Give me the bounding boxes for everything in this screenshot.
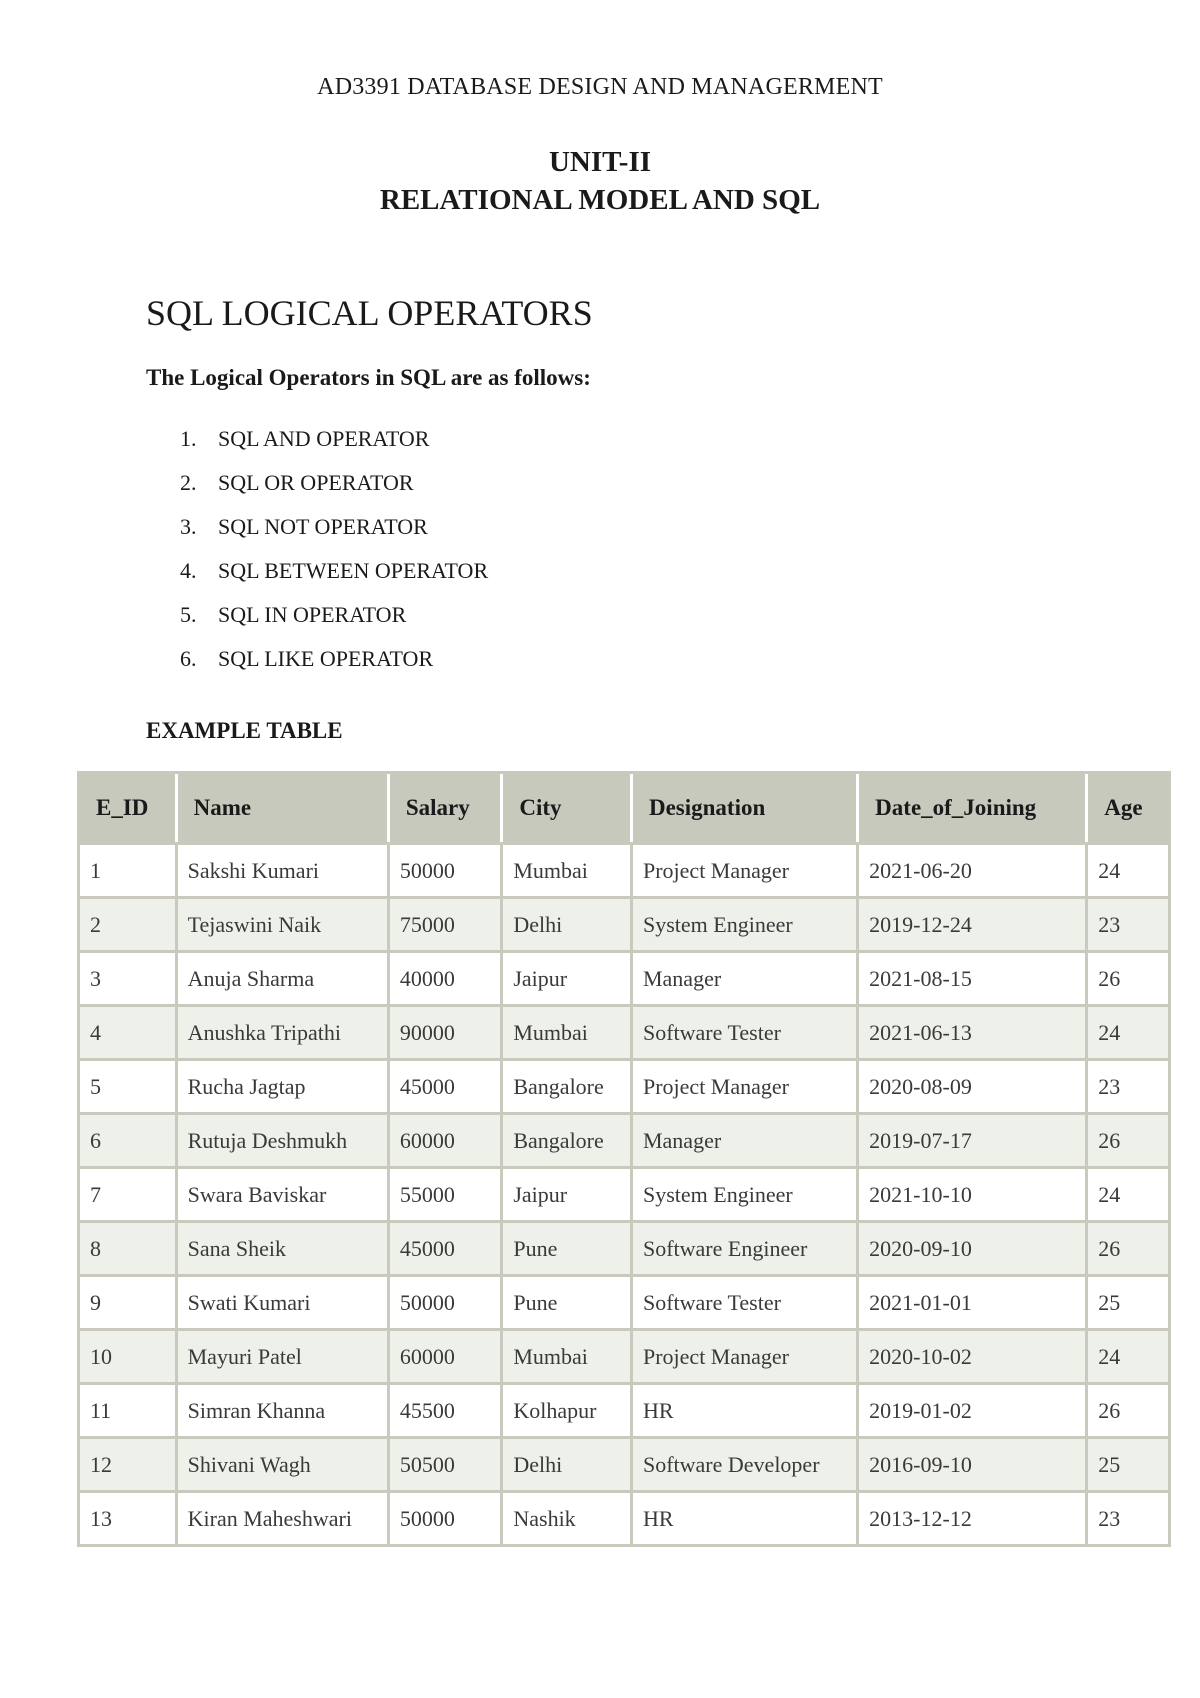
table-cell: Kiran Maheshwari (178, 1490, 390, 1544)
table-cell: HR (633, 1382, 859, 1436)
table-cell: 24 (1088, 842, 1168, 896)
list-item (180, 426, 488, 470)
table-row (80, 1274, 1168, 1328)
operator-list (180, 426, 488, 690)
table-cell: 26 (1088, 950, 1168, 1004)
table-cell: 50000 (390, 1274, 504, 1328)
table-cell: 2019-01-02 (859, 1382, 1088, 1436)
table-cell: 8 (80, 1220, 178, 1274)
table-row (80, 1058, 1168, 1112)
list-item (180, 470, 488, 514)
table-cell: 45000 (390, 1058, 504, 1112)
table-cell: Swati Kumari (178, 1274, 390, 1328)
table-cell: Pune (503, 1274, 633, 1328)
list-item (180, 602, 488, 646)
table-cell: 3 (80, 950, 178, 1004)
table-cell: 24 (1088, 1328, 1168, 1382)
course-title: AD3391 DATABASE DESIGN AND MANAGERMENT (317, 74, 883, 100)
table-cell: 2013-12-12 (859, 1490, 1088, 1544)
list-item-label: SQL BETWEEN OPERATOR (218, 558, 489, 583)
unit-title: UNIT-II (548, 146, 652, 178)
table-cell: 4 (80, 1004, 178, 1058)
table-cell: 6 (80, 1112, 178, 1166)
table-cell: Project Manager (633, 842, 859, 896)
table-cell: 2021-08-15 (859, 950, 1088, 1004)
table-cell: 11 (80, 1382, 178, 1436)
column-header: Designation (633, 774, 859, 842)
table-cell: 2021-10-10 (859, 1166, 1088, 1220)
table-cell: 10 (80, 1328, 178, 1382)
table-row (80, 1166, 1168, 1220)
table-cell: 2021-06-13 (859, 1004, 1088, 1058)
intro-text: The Logical Operators in SQL are as follows: (146, 365, 591, 390)
table-cell: 45000 (390, 1220, 504, 1274)
table-cell: 25 (1088, 1274, 1168, 1328)
table-cell: 75000 (390, 896, 504, 950)
list-item-number: 2. (180, 470, 197, 495)
table-row (80, 1004, 1168, 1058)
table-cell: Mumbai (503, 1004, 633, 1058)
section-heading: SQL LOGICAL OPERATORS (146, 293, 593, 333)
column-header: City (503, 774, 633, 842)
list-item-label: SQL OR OPERATOR (218, 470, 414, 495)
table-cell: 1 (80, 842, 178, 896)
table-cell: Bangalore (503, 1058, 633, 1112)
table-cell: 50000 (390, 842, 504, 896)
table-cell: Bangalore (503, 1112, 633, 1166)
table-cell: Sana Sheik (178, 1220, 390, 1274)
table-cell: Kolhapur (503, 1382, 633, 1436)
list-item-label: SQL LIKE OPERATOR (218, 646, 434, 671)
table-body (80, 842, 1168, 1544)
table-row (80, 1328, 1168, 1382)
list-item-number: 3. (180, 514, 197, 539)
table-cell: 2020-08-09 (859, 1058, 1088, 1112)
table-cell: 2019-07-17 (859, 1112, 1088, 1166)
table-row (80, 842, 1168, 896)
table-row (80, 896, 1168, 950)
table-cell: 50000 (390, 1490, 504, 1544)
table-cell: 60000 (390, 1328, 504, 1382)
table-cell: 26 (1088, 1220, 1168, 1274)
table-cell: 26 (1088, 1382, 1168, 1436)
table-cell: 5 (80, 1058, 178, 1112)
table-cell: Delhi (503, 896, 633, 950)
table-cell: 45500 (390, 1382, 504, 1436)
table-cell: Delhi (503, 1436, 633, 1490)
list-item-number: 5. (180, 602, 197, 627)
table-cell: Simran Khanna (178, 1382, 390, 1436)
table-cell: 2020-09-10 (859, 1220, 1088, 1274)
list-item-label: SQL AND OPERATOR (218, 426, 430, 451)
table-cell: 12 (80, 1436, 178, 1490)
table-row (80, 1436, 1168, 1490)
table-cell: 60000 (390, 1112, 504, 1166)
table-cell: Mumbai (503, 1328, 633, 1382)
table-cell: 2 (80, 896, 178, 950)
table-cell: Software Tester (633, 1004, 859, 1058)
table-cell: HR (633, 1490, 859, 1544)
table-row (80, 950, 1168, 1004)
list-item-label: SQL IN OPERATOR (218, 602, 407, 627)
example-table (77, 771, 1171, 1547)
table-cell: Swara Baviskar (178, 1166, 390, 1220)
list-item (180, 646, 488, 690)
table-row (80, 1220, 1168, 1274)
table-cell: Mayuri Patel (178, 1328, 390, 1382)
table-cell: 24 (1088, 1166, 1168, 1220)
table-cell: Software Engineer (633, 1220, 859, 1274)
table-cell: Jaipur (503, 950, 633, 1004)
table-cell: Manager (633, 950, 859, 1004)
list-item-number: 6. (180, 646, 197, 671)
table-cell: 7 (80, 1166, 178, 1220)
list-item (180, 514, 488, 558)
table-cell: 2016-09-10 (859, 1436, 1088, 1490)
table-row (80, 1490, 1168, 1544)
unit-subtitle: RELATIONAL MODEL AND SQL (379, 184, 821, 216)
column-header: Date_of_Joining (859, 774, 1088, 842)
table-cell: 2021-06-20 (859, 842, 1088, 896)
list-item-label: SQL NOT OPERATOR (218, 514, 428, 539)
table-cell: Rucha Jagtap (178, 1058, 390, 1112)
table-cell: Rutuja Deshmukh (178, 1112, 390, 1166)
table-cell: 23 (1088, 1490, 1168, 1544)
table-cell: Tejaswini Naik (178, 896, 390, 950)
table-cell: 2020-10-02 (859, 1328, 1088, 1382)
table-cell: Sakshi Kumari (178, 842, 390, 896)
column-header: Salary (390, 774, 504, 842)
column-header: Age (1088, 774, 1168, 842)
table-cell: Mumbai (503, 842, 633, 896)
table-cell: System Engineer (633, 896, 859, 950)
table-header-row (80, 774, 1168, 842)
table-cell: Nashik (503, 1490, 633, 1544)
column-header: Name (178, 774, 390, 842)
table-cell: Anushka Tripathi (178, 1004, 390, 1058)
table-cell: 90000 (390, 1004, 504, 1058)
table-cell: 40000 (390, 950, 504, 1004)
table-cell: System Engineer (633, 1166, 859, 1220)
table-cell: Software Tester (633, 1274, 859, 1328)
example-table-label: EXAMPLE TABLE (146, 718, 343, 743)
table-cell: 24 (1088, 1004, 1168, 1058)
table-cell: Jaipur (503, 1166, 633, 1220)
table-cell: 2019-12-24 (859, 896, 1088, 950)
table-cell: Manager (633, 1112, 859, 1166)
table-cell: Software Developer (633, 1436, 859, 1490)
list-item (180, 558, 488, 602)
table-cell: 55000 (390, 1166, 504, 1220)
table-cell: 9 (80, 1274, 178, 1328)
table-cell: 50500 (390, 1436, 504, 1490)
list-item-number: 4. (180, 558, 197, 583)
table-cell: 23 (1088, 1058, 1168, 1112)
table-cell: 2021-01-01 (859, 1274, 1088, 1328)
table-cell: Shivani Wagh (178, 1436, 390, 1490)
table-cell: Anuja Sharma (178, 950, 390, 1004)
table-row (80, 1112, 1168, 1166)
column-header: E_ID (80, 774, 178, 842)
table-cell: 26 (1088, 1112, 1168, 1166)
table-cell: 23 (1088, 896, 1168, 950)
table-cell: 13 (80, 1490, 178, 1544)
table-cell: 25 (1088, 1436, 1168, 1490)
list-item-number: 1. (180, 426, 197, 451)
table-cell: Pune (503, 1220, 633, 1274)
table-row (80, 1382, 1168, 1436)
table-cell: Project Manager (633, 1328, 859, 1382)
table-cell: Project Manager (633, 1058, 859, 1112)
